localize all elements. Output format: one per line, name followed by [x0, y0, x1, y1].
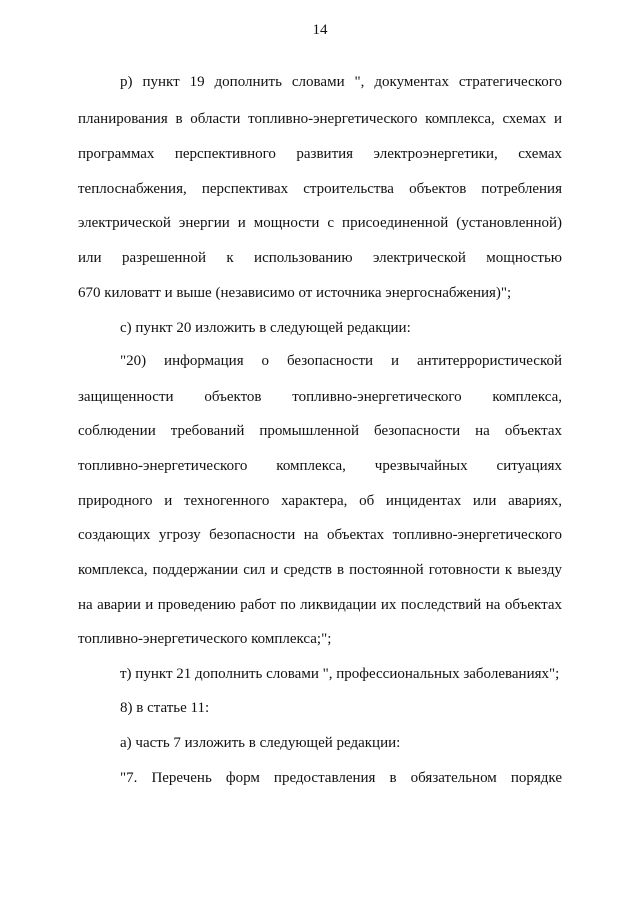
text-line: комплекса, поддержании сил и средств в постоянной готовности к выезду: [78, 562, 562, 578]
text-line: программах перспективного развития электроэнергетики, схемах: [78, 146, 562, 162]
text-line: т) пункт 21 дополнить словами ", профессиональных заболеваниях";: [120, 666, 560, 682]
text-line: электрической энергии и мощности с присоединенной (установленной): [78, 215, 562, 231]
text-line: "20) информация о безопасности и антитеррористической: [120, 353, 562, 369]
text-line: или разрешенной к использованию электрической мощностью: [78, 250, 562, 266]
text-line: природного и техногенного характера, об инцидентах или авариях,: [78, 493, 562, 509]
text-line: на аварии и проведению работ по ликвидации их последствий на объектах: [78, 597, 562, 613]
text-line: соблюдении требований промышленной безопасности на объектах: [78, 423, 562, 439]
page-number: 14: [312, 22, 328, 38]
text-line: создающих угрозу безопасности на объектах топливно-энергетического: [78, 527, 562, 543]
text-line: теплоснабжения, перспективах строительства объектов потребления: [78, 181, 562, 197]
text-line: а) часть 7 изложить в следующей редакции:: [120, 735, 401, 751]
text-line: 670 киловатт и выше (независимо от источника энергоснабжения)";: [78, 285, 512, 301]
text-line: "7. Перечень форм предоставления в обязательном порядке: [120, 770, 562, 786]
text-line: защищенности объектов топливно-энергетического комплекса,: [78, 389, 562, 405]
text-line: с) пункт 20 изложить в следующей редакции:: [120, 320, 411, 336]
text-line: планирования в области топливно-энергетического комплекса, схемах и: [78, 111, 562, 127]
text-line: топливно-энергетического комплекса, чрезвычайных ситуациях: [78, 458, 562, 474]
text-line: р) пункт 19 дополнить словами ", документах стратегического: [120, 74, 562, 90]
text-line: 8) в статье 11:: [120, 700, 210, 716]
text-line: топливно-энергетического комплекса;";: [78, 631, 332, 647]
